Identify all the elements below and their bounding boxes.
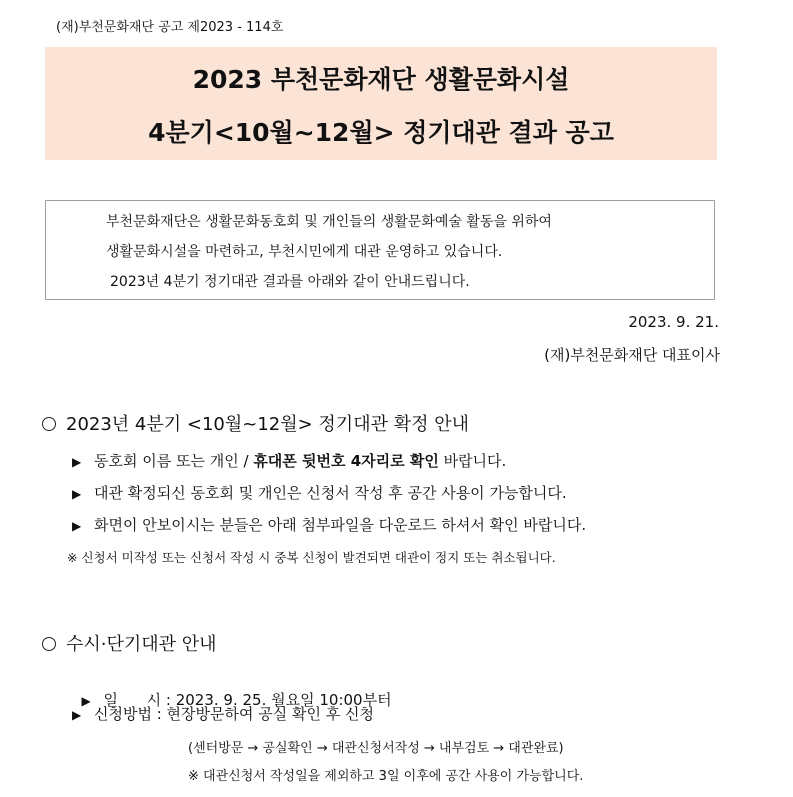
bullet-emphasis: 휴대폰 뒷번호 4자리로 확인: [253, 452, 439, 470]
title-banner: [45, 47, 717, 160]
intro-box: [45, 200, 715, 300]
section-regular-rental-heading: [42, 410, 469, 436]
bullet-text: 신청방법 : 현장방문하여 공실 확인 후 신청: [94, 705, 374, 723]
triangle-bullet-icon: ▶: [81, 694, 91, 708]
application-flow: (센터방문 → 공실확인 → 대관신청서작성 → 내부검토 → 대관완료): [188, 741, 564, 756]
bullet-text: 일 시 : 2023. 9. 25. 월요일 10:00부터: [103, 691, 392, 709]
bullet-item: [72, 703, 374, 724]
bullet-text: 동호회 이름 또는 개인 /: [94, 452, 254, 470]
section-short-term-rental-heading: [42, 630, 217, 656]
triangle-bullet-icon: ▶: [72, 487, 82, 501]
circle-bullet-icon: [42, 637, 56, 651]
bullet-item: [72, 482, 567, 503]
triangle-bullet-icon: ▶: [72, 708, 82, 722]
usage-note: ※ 대관신청서 작성일을 제외하고 3일 이후에 공간 사용이 가능합니다.: [188, 769, 584, 784]
intro-line-1: 부천문화재단은 생활문화동호회 및 개인들의 생활문화예술 활동을 위하여: [106, 214, 552, 230]
title-line-1: 2023 부천문화재단 생활문화시설: [192, 65, 570, 94]
section-title: 수시·단기대관 안내: [66, 634, 217, 655]
triangle-bullet-icon: ▶: [72, 519, 82, 533]
bullet-text: 화면이 안보이시는 분들은 아래 첨부파일을 다운로드 하셔서 확인 바랍니다.: [94, 516, 587, 534]
notice-date: 2023. 9. 21.: [628, 313, 719, 331]
intro-line-2: 생활문화시설을 마련하고, 부천시민에게 대관 운영하고 있습니다.: [106, 244, 503, 260]
notice-number: (재)부천문화재단 공고 제2023 - 114호: [56, 20, 284, 35]
bullet-item: [72, 450, 506, 471]
bullet-item: [72, 514, 586, 535]
circle-bullet-icon: [42, 417, 56, 431]
bullet-text-end: 바랍니다.: [438, 452, 507, 470]
title-line-2: 4분기<10월~12월> 정기대관 결과 공고: [148, 118, 614, 147]
intro-line-3: 2023년 4분기 정기대관 결과를 아래와 같이 안내드립니다.: [110, 274, 470, 290]
section-title: 2023년 4분기 <10월~12월> 정기대관 확정 안내: [66, 414, 469, 435]
cancellation-note: ※ 신청서 미작성 또는 신청서 작성 시 중복 신청이 발견되면 대관이 정지 또는 취소됩니다.: [67, 550, 556, 565]
bullet-text: 대관 확정되신 동호회 및 개인은 신청서 작성 후 공간 사용이 가능합니다.: [94, 484, 567, 502]
signer: (재)부천문화재단 대표이사: [544, 346, 720, 364]
triangle-bullet-icon: ▶: [72, 455, 82, 469]
